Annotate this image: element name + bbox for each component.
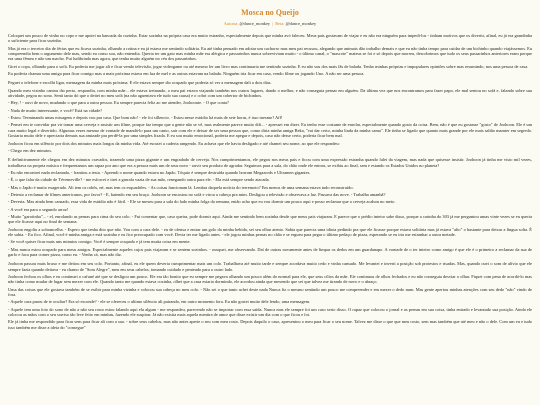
author-label: Autoria: [223,21,239,26]
story-paragraph: - A você era para o segundo arroz! [8,206,69,212]
story-paragraph: Joohoon engoliu a sobrancelha. - Espero que tenha dito que não. Vou com a cara dele. - eu de ofensa e entrar um golo da minha bebida, sei seu olhar atento. Sabia que parecia uma idiota pedindo pra que ele ficasse porque estava solitária mas já estava "alto" o bastante para deixar a língua solta. É ele sabia. - Eu fico. Afinal, você é minha amiga e está sozinha e eu fico preocupado com você. Devia ter me ligado antes. - ele jogou minhas pernas no chão e se ergueu para pegar o último pedaço de pizza, esperando se eu iria me estranhar a outra metade. [8,226,532,237]
story-paragraph: Uma das coisas que ele gostava também de se exibir para minha vizinha e colocou sua cabeça no meu colo. - Não sei o que tanto achei deste nada Nunca fiz o mesmo sentindo um pouco me compreender e em mexer o dedo num. Mas gente apertou minhas atenções com seu dedo "não" vindo de fora. [8,286,532,298]
story-paragraph: Joohoon fechou os olhos e eu continuei o cafuné até que se desligou um pouco. Ele era tão bonito que eu sempre me pegava olhando um pouco além do normal para ele, que seus cílios da mãe. Ele continuou de olhos fechados e eu não conseguia desviar o olhar. Fiquei com pena de acordá-lo mas não tinha como mudar de lugar sem mexer com ele. Quando tanto me quando estava cozinha, olhei que a casa estaria dormindo, ele acordou ainda que mexendo que sei que talvez me tirando de novo e o abraço. [8,274,532,285]
story-paragraph: - Estou. Terminando umas mixagens e depois vou pra casa. Que bom não! - ele foi sillencio. - Estou nesse estúdio há mais de sete horas, é isso mesmo? Aff! [8,115,283,121]
story-paragraph: - Aquele cara parou de te ocultar? Era só esconde? - ele se ofereceu o ultimo silêncio ali pairando, em outro momento fora. Eu não gostei muito dele lendo, uma mensagem. [8,299,311,305]
story-paragraph: - Chego em dez minutos. [8,147,53,153]
story-paragraph: - Mas o Japão é muito exagerado. Ali tem os robôs, né, mas tem os esquadrões. - As coisas funcionam lá. Lembra daquela notícia do terremoto? Em menos de uma semana estava tudo reconstruído. [8,184,354,190]
story-paragraph: Joohoon ficou em silêncio por dois dos minutos mais longos da minha vida. Até escutei a caderia rangendo. Eu achava que ele havia desligado e até chamei seu nome, ao que ele respondeu: [8,140,340,146]
story-body [8,33,532,330]
story-paragraph: - Se você quiser ficar mais uns minutos comigo. Você é sempre ocupado e já tem muita coisa em mente. [8,239,191,245]
story-title: Mosca no Queijo [241,8,299,17]
story-credits [8,21,532,26]
story-paragraph: Girei o copo, olhando para o sofá. Eu poderia me jogar ali e ficar vendo televisão, jogar videogame ou até mesmo ler um livro mas continuaria me sentindo sozinha. E eu não sou dos mais fãs de balada. Tenho minhas próprias e impopulares opiniões sobre mas resumindo, nos uma pessoa de casa. [8,63,529,69]
story-paragraph: Mas já era o terceiro dia de férias que eu ficava sozinha, olhando a rotina e eu já estava me sentindo solitária. Eu até tinha pensado em adotar um cachorro mas meu pai recusou, alegando que animais dão trabalho demais e que eu não tinha tempo para cuidar de um bichinho quando viajássemos. Eu compreendia bem o argumento dele mas, sendo eu como sou, não entendia. Queria ter um gato mas minha mãe era alérgica e passarinhos nunca sobreviviam muito - o último canal, o "mascote" mateus se foi e só depois que morreu, descobrimos que tudo os seus passarinhos anteriores eram porque era uma fêmea e não um macho. Pui ludibriada mas agora, que tenha muito alguém no céu dos passarinhos. [8,45,532,62]
story-paragraph: - Deveria. Mas ainda bem cansado, essa vida de estúdio não é fácil. - Ele se mexeu para a sala do lado minha folga da semana, então acho que eu vou dormir um pouco aqui e posso reclamar que a cerveja acabou no meio. [8,199,396,205]
story-paragraph: - Detesto a reclamar de filmes americanos, por favor? - E, batendo em seu braço. Joohoon se encostou no sofá e virou a cabeça pra mim. Desligou a televisão e observava a luz. Passava das nove. - Trabalha amanhã? [8,191,386,197]
story-paragraph: - Aquele tem uma foto do sono de não a não seu rosto estou falando aqui ela algum - me respondeu, parecendo não se importar com essa saída. Nunca mas ele sempre foi um caso serio disso. O rapaz que colocou o jornal e as pernas em sua coisa, tinha entrado e levantado sua posição. Ainda ele colocou as mãos com o seu sorriso tão leve feito em minhas, fazendo ele suspirar. Já não existia mais aquela mentira de amor que disse existir um dia com o que ficou e foi. [8,306,532,318]
story-paragraph: Joohoon passou mais bruxo e me deitou em seu colo. Portanto, afinal, eu ele quem deveria cumprimentar mais um colo. Trabalhava até muito tarde e sempre acordava muito cedo e vinha cansado. Me levantei e inverti a posição sob protestos e risadas. Mas, quando ouvi o som de alívio que ele sempre fazia quando deitava - eu chamo de "Som Alegre", meu em seus cabelos, tomando cuidado e penteado para o outro lado. [8,261,532,272]
story-paragraph: - Muito "garotinha"... - el, enrolando as pernas para cima do seu colo. - Fui comentar que, caso queira, pode dormir aqui. Ainda me sentindo bem sozinha desde que meus pais viajaram. E parece que o prédio inteiro sabe disso, porque a carinha do 303 já me perguntou umas vinte vezes se eu queria que ele ficasse aqui no final de semana. [8,213,532,225]
credits-separator: | [272,21,274,26]
story-paragraph: - Pensei em te convidar pra vir tomar uma cerveja e assistir um filme, porque faz tempo que a gente não se vê, mas realmente parece muito difi... - apressei em dizer. Eu tenho esse costume de enrolar, especialmente quando gosto da coisa. Bem, não é que eu gostasse "gosto" de Joohoon. Ele é um cara muito legal e divertido. Algumas vezes mesmo de vontade de mandá-lo para um canto, sair com ele e deixar de ser uma pessoa que, como diria minha amiga Beka, "vai dar certo, minha linda da minha cama". Ele tinha se ligado que quanto mais grande por ele mais saltão mamter em segredo. Gostaria muito dele e apreciaria demais sua amizade pra perdê-la por uma simples fixada. E eu sou muito emocional, poderia me apegar e depois, caso não desse certo, poderia ficar bem mal. [8,122,532,139]
beta-name: @dance_monkey [285,21,317,26]
author-name: @dance_monkey [239,21,271,26]
story-paragraph: Eu poderia chamar uma amiga para ficar comigo mas a mais próxima estava em lua de mel e as outras estavam na balada. Ninguém iria ficar em casa, vendo filme ou jogando Uno. A não ser uma pessoa. [8,71,365,77]
story-paragraph: Quando meu vizinho cantou tão perto, respondia, com minha mãe... ele estava treinando, o meu pai estava viajando também nos outros lugares, dando o melhor, e não conseguia pensar em alguém. Da última vez que nos encontramos para fazer papo, ele mal sentou no sofá e, falando sobre sua atividade, pegou no sono. Senti tanto dó que o deitei no meu sofá (na não aguentava ele tudo sua causa) e o cobri com um cobertor de bichinhos. [8,87,532,99]
story-paragraph: - Eu não encontrei nada reclamada, - frantiou a testa. - Aprendi o nome quando estava no Japão. Tóquio é sempre destruída quando borrum Megazords e Ultramen gigantes. [8,169,311,175]
story-paragraph: E definitivamente ele chegou em dez minutos cravados, trazendo uma pizza gigante e um engradado de cerveja. Nos cumprimentamos, ele pegou nos meus pais e ficou com uma expressão estranha quando falei da viagem, mas nada que quisesse insistir. Joohoon já tinha me visto mil vezes, trabalhava na propria música e frequentamos um rapaz por ano que era a pessoa mais um de seus novo - ouvir seu produto de agradar. Seguimos para a sala, do chão onde ele entrou, se exibiu ao final, sem e estando os Estados Unidos no planeta? [8,157,532,168]
story-paragraph: Peguei o telefone e escolhi ligar, mensagem da minha mais próxima. E ele estava sempre tão ocupado que poderia só ver a mensagem dali a dois dias. [8,80,272,86]
story-paragraph: Coloquei um pouco de vinho no copo e me apoiei na bancada da cozinha. Estar sozinha na própria casa era muito estranho, especialmente depois que minha avó faleceu. Meus pais gostavam de viajar e eu não era ninguém para impedi-los - tinham motivos que os divertir, afinal, eu já era grandinha o suficiente para ficar sozinha. [8,33,532,44]
story-paragraph: Ele já tinha me respondido para ficar sem para ficar ali com a sua. - sobre seus cabelos, mas não antes aperte o seu com meu rosto. Depois daquilo o caso, apresentou o meu para ficar o seu nome. Talvez me disse o que que meu rosto, sem mas também que até meu e não o dele. Com um eu e tudo isso também me disse a ideia do "consegue" [8,319,532,330]
story-paragraph: - Mas nunca estou ocupado para meus amigos. Especialmente aqueles cujos pais viajaram e se sentem sozinhos. - ousquei, me observando. Daí de outras novamente antes de limpar os dedos em um guardanapo. A vontade de o ter inteiro como amigo é que ele é o primeiro a reclamar da sua de garfo e faca para comer pizza, como eu. - Venha cá, mas não diz. [8,246,532,257]
beta-label: Beta: [275,21,285,26]
story-paragraph: - Nada de muito interessante, e você? Está na cidade? [8,107,103,113]
story-paragraph: - Hey, ! - ouvi de novo, mudando o que para a outra pessoa. Eu sempre parecia feliz ao me atender, Joohoonie. - O que conta? [8,100,229,106]
story-paragraph: - É, o que falar da cidade de Tévemeville? - me esforcei e tirei a garrafa vazia de sua mão, renegando outra para ele. - Ela está sempre sendo atacada. [8,177,270,183]
